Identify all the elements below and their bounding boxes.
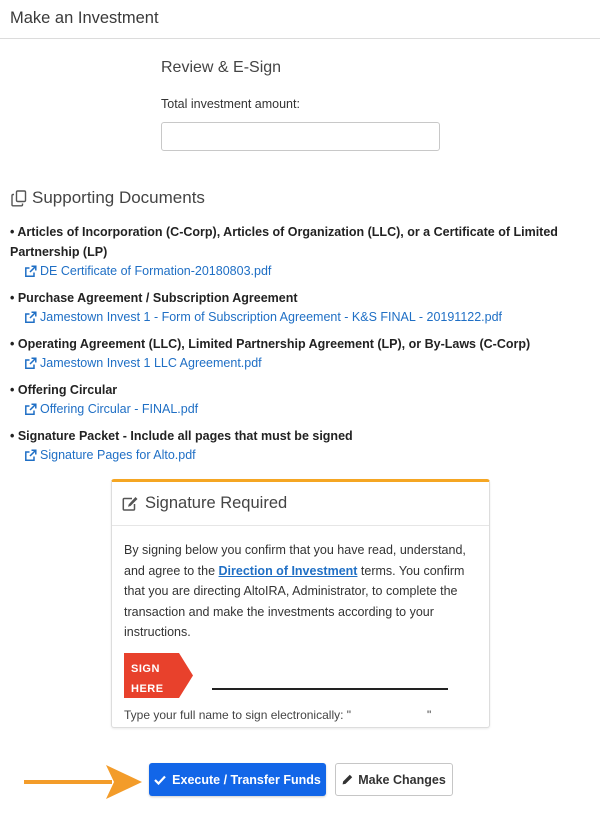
execute-transfer-button[interactable] (149, 763, 326, 796)
review-section (161, 59, 441, 151)
make-changes-label: Make Changes (358, 772, 446, 787)
page-title: Make an Investment (10, 9, 159, 27)
document-group (10, 334, 595, 372)
check-icon (154, 775, 166, 785)
amount-input[interactable] (161, 122, 440, 151)
document-link[interactable] (24, 354, 595, 372)
pencil-icon (342, 774, 353, 785)
document-link[interactable] (24, 446, 595, 464)
document-type: • Purchase Agreement / Subscription Agreement (10, 291, 298, 305)
document-link-label: Jamestown Invest 1 LLC Agreement.pdf (40, 356, 262, 370)
amount-label: Total investment amount: (161, 97, 300, 111)
execute-label: Execute / Transfer Funds (172, 772, 321, 787)
signature-line[interactable] (212, 688, 448, 690)
signature-title: Signature Required (145, 494, 288, 512)
document-group (10, 288, 595, 326)
edit-icon (122, 496, 139, 511)
document-link[interactable] (24, 308, 595, 326)
review-title: Review & E-Sign (161, 59, 282, 76)
document-type: • Offering Circular (10, 383, 118, 397)
document-link[interactable] (24, 400, 595, 418)
document-type: • Signature Packet - Include all pages that must be signed (10, 429, 353, 443)
supporting-documents (10, 188, 595, 472)
signature-body (112, 526, 489, 725)
document-list (10, 222, 595, 464)
external-link-icon (24, 449, 37, 462)
signature-terms: By signing below you confirm that you have read, understand, and agree to the Direction of Investment terms. You confirm that you are directing AltoIRA, Administrator, to complete the transaction and make the investments according to your instructions. (124, 543, 466, 639)
document-link-label: DE Certificate of Formation-20180803.pdf (40, 264, 272, 278)
document-link-label: Jamestown Invest 1 - Form of Subscription Agreement - K&S FINAL - 20191122.pdf (40, 310, 503, 324)
make-changes-button[interactable] (335, 763, 453, 796)
document-group (10, 222, 595, 280)
external-link-icon (24, 403, 37, 416)
arrow-pointer-icon (24, 765, 144, 799)
document-type: • Articles of Incorporation (C-Corp), Articles of Organization (LLC), or a Certificate of Limited Partnership (LP) (10, 225, 558, 259)
page-header (0, 0, 600, 39)
sign-flag-line1: SIGN (131, 662, 160, 675)
external-link-icon (24, 265, 37, 278)
signature-card (111, 479, 490, 728)
signature-hint: Type your full name to sign electronically: " " (124, 707, 432, 722)
copy-icon (10, 190, 29, 207)
document-type: • Operating Agreement (LLC), Limited Partnership Agreement (LP), or By-Laws (C-Corp) (10, 337, 531, 351)
documents-title: Supporting Documents (32, 188, 205, 207)
external-link-icon (24, 311, 37, 324)
document-link-label: Signature Pages for Alto.pdf (40, 448, 196, 462)
sign-row (124, 653, 477, 703)
document-group (10, 380, 595, 418)
document-link-label: Offering Circular - FINAL.pdf (40, 402, 199, 416)
sign-flag-line2: HERE (131, 682, 164, 695)
direction-of-investment-link[interactable]: Direction of Investment (218, 563, 358, 578)
signature-header (112, 482, 489, 526)
external-link-icon (24, 357, 37, 370)
document-link[interactable] (24, 262, 595, 280)
documents-heading (10, 188, 595, 208)
document-group (10, 426, 595, 464)
